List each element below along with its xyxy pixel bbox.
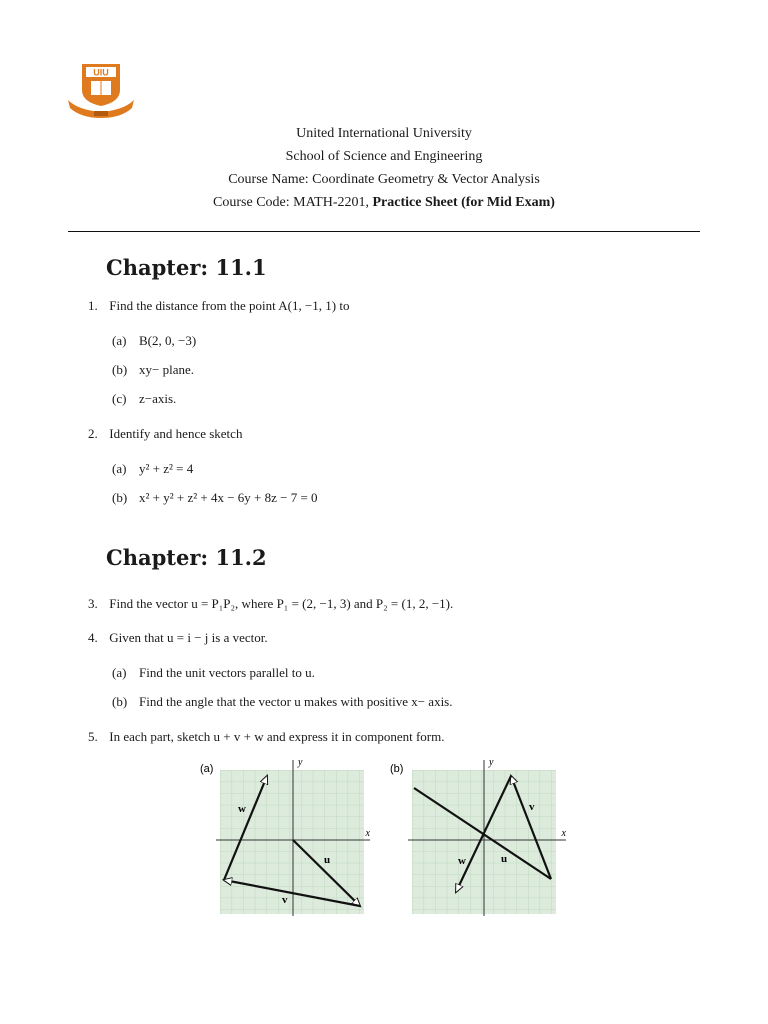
- panel-label: (a): [200, 763, 214, 775]
- question-2: [88, 426, 242, 442]
- part-text: y² + z² = 4: [139, 461, 194, 476]
- vector-figure-a: [198, 756, 370, 918]
- question-1: [88, 298, 349, 314]
- part-text: x² + y² + z² + 4x − 6y + 8z − 7 = 0: [139, 490, 318, 505]
- y-axis-label: y: [298, 757, 303, 768]
- part-text: Find the unit vectors parallel to u.: [139, 665, 315, 680]
- question-number: 2.: [88, 426, 98, 441]
- part-label: (b): [112, 490, 128, 505]
- course-code-text: Course Code: MATH-2201,: [213, 195, 373, 210]
- question-3: [88, 596, 453, 612]
- question-1a: [112, 333, 196, 349]
- svg-text:UIU: UIU: [93, 67, 109, 78]
- part-label: (b): [112, 694, 128, 709]
- university-name: United International University: [296, 126, 472, 141]
- question-number: 3.: [88, 596, 98, 611]
- vector-label: u: [501, 853, 508, 865]
- vector-label: v: [529, 801, 535, 813]
- header-divider: [68, 231, 700, 232]
- question-4: [88, 630, 268, 646]
- question-2b: [112, 490, 318, 506]
- part-text: xy− plane.: [139, 362, 194, 377]
- question-2a: [112, 461, 193, 477]
- question-number: 4.: [88, 630, 98, 645]
- vector-label: w: [238, 803, 246, 815]
- panel-label: (b): [390, 763, 404, 775]
- course-name: Course Name: Coordinate Geometry & Vector Analysis: [228, 172, 540, 187]
- part-label: (c): [112, 391, 127, 406]
- question-text: Find the distance from the point A(1, −1, 1) to: [109, 298, 350, 313]
- x-axis-label: x: [561, 828, 566, 839]
- x-axis-label: x: [365, 828, 370, 839]
- chapter-heading: Chapter: 11.2: [106, 545, 267, 570]
- question-1c: [112, 391, 176, 407]
- question-4a: [112, 665, 315, 681]
- question-text: In each part, sketch u + v + w and express it in component form.: [109, 729, 445, 744]
- chapter-heading: Chapter: 11.1: [106, 255, 267, 280]
- part-label: (a): [112, 461, 127, 476]
- part-text: z−axis.: [139, 391, 177, 406]
- question-number: 5.: [88, 729, 98, 744]
- question-number: 1.: [88, 298, 98, 313]
- part-text: B(2, 0, −3): [139, 333, 197, 348]
- vector-figure-b: [388, 756, 568, 918]
- part-label: (b): [112, 362, 128, 377]
- school-name: School of Science and Engineering: [285, 149, 483, 164]
- part-text: Find the angle that the vector u makes with positive x− axis.: [139, 694, 453, 709]
- question-1b: [112, 362, 194, 378]
- question-text: Given that u = i − j is a vector.: [109, 630, 268, 645]
- question-4b: [112, 694, 453, 710]
- course-code: [0, 195, 768, 211]
- part-label: (a): [112, 665, 127, 680]
- vector-label: v: [282, 894, 288, 906]
- question-text: Find the vector u = P₁P₂, where P₁ = (2, −1, 3) and P₂ = (1, 2, −1).: [109, 596, 454, 611]
- question-5: [88, 729, 445, 745]
- y-axis-label: y: [489, 757, 494, 768]
- vector-label: u: [324, 854, 331, 866]
- university-logo: [66, 60, 136, 120]
- vector-label: w: [458, 855, 466, 867]
- question-text: Identify and hence sketch: [109, 426, 243, 441]
- sheet-title: Practice Sheet (for Mid Exam): [372, 195, 555, 210]
- part-label: (a): [112, 333, 127, 348]
